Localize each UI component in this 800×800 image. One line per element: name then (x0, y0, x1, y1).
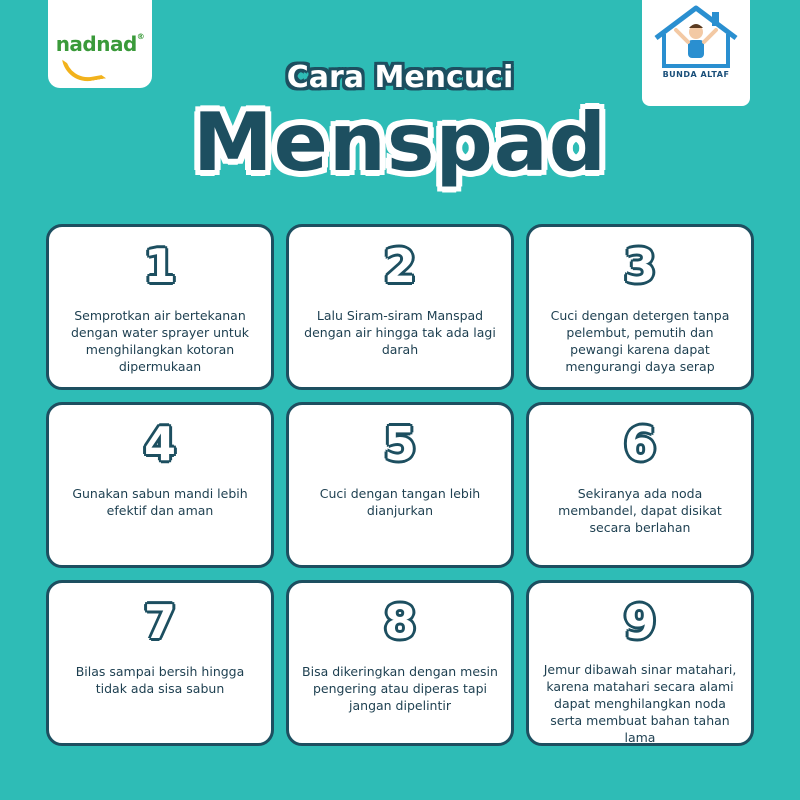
step-card-2 (286, 224, 514, 390)
step-card-3 (526, 224, 754, 390)
step-text: Cuci dengan detergen tanpa pelembut, pemutih dan pewangi karena dapat mengurangi daya serap (550, 308, 730, 374)
step-number: 1 (143, 239, 176, 293)
step-text: Cuci dengan tangan lebih dianjurkan (319, 486, 481, 518)
step-number: 6 (623, 417, 656, 471)
step-number: 3 (623, 239, 656, 293)
step-card-9 (526, 580, 754, 746)
step-text: Jemur dibawah sinar matahari, karena matahari secara alami dapat menghilangkan noda serta membuat bahan tahan lama (543, 662, 737, 745)
step-number: 8 (383, 595, 416, 649)
registered-mark: ® (136, 32, 145, 41)
step-number: 7 (143, 595, 176, 649)
step-card-4 (46, 402, 274, 568)
step-card-8 (286, 580, 514, 746)
step-text: Lalu Siram-siram Manspad dengan air hingga tak ada lagi darah (304, 308, 496, 357)
bunda-altaf-logo-text: BUNDA ALTAF (662, 70, 730, 79)
page-title: Menspad (193, 96, 607, 189)
step-number: 9 (623, 595, 656, 649)
step-card-6 (526, 402, 754, 568)
step-text: Bilas sampai bersih hingga tidak ada sisa sabun (75, 664, 245, 696)
page-subtitle: Cara Mencuci (286, 60, 514, 95)
step-number: 2 (383, 239, 416, 293)
step-text: Sekiranya ada noda membandel, dapat disikat secara berlahan (558, 486, 722, 535)
step-card-5 (286, 402, 514, 568)
step-text: Bisa dikeringkan dengan mesin pengering atau diperas tapi jangan dipelintir (302, 664, 498, 713)
nadnad-logo-text: nadnad (55, 32, 137, 56)
step-number: 5 (383, 417, 416, 471)
step-card-1 (46, 224, 274, 390)
step-number: 4 (143, 417, 176, 471)
step-text: Semprotkan air bertekanan dengan water sprayer untuk menghilangkan kotoran dipermukaan (71, 308, 249, 374)
step-text: Gunakan sabun mandi lebih efektif dan aman (72, 486, 248, 518)
step-card-7 (46, 580, 274, 746)
steps-grid (46, 224, 754, 748)
